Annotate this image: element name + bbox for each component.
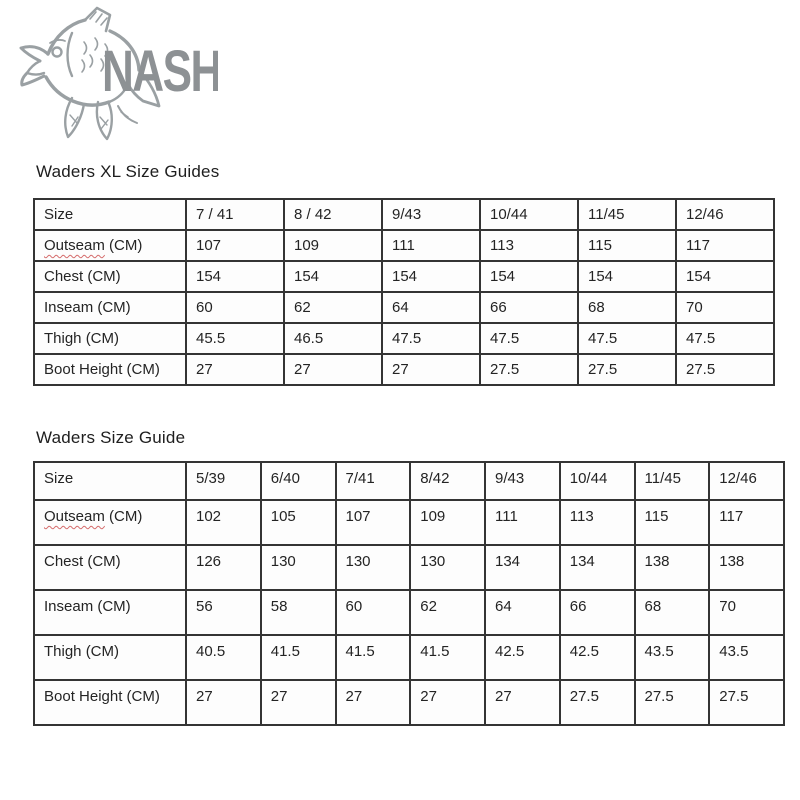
size-column-header: 5/39: [186, 462, 261, 500]
measurement-value-cell: 70: [676, 292, 774, 323]
measurement-value-cell: 27.5: [709, 680, 784, 725]
measurement-row: [34, 545, 784, 590]
measurement-value-cell: 130: [410, 545, 485, 590]
measurement-value-cell: 42.5: [485, 635, 560, 680]
size-column-header: 10/44: [480, 199, 578, 230]
measurement-value-cell: 46.5: [284, 323, 382, 354]
measurement-value-cell: 107: [336, 500, 411, 545]
measurement-value-cell: 47.5: [382, 323, 480, 354]
measurement-value-cell: 138: [635, 545, 710, 590]
size-column-header: 9/43: [382, 199, 480, 230]
measurement-value-cell: 154: [382, 261, 480, 292]
measurement-value-cell: 113: [560, 500, 635, 545]
misspelled-word-underline: Outseam: [44, 508, 105, 525]
measurement-row-label: Outseam (CM): [34, 500, 186, 545]
measurement-row-label: Chest (CM): [34, 261, 186, 292]
measurement-value-cell: 27.5: [560, 680, 635, 725]
measurement-value-cell: 41.5: [261, 635, 336, 680]
misspelled-word-underline: Outseam: [44, 237, 105, 254]
measurement-value-cell: 134: [485, 545, 560, 590]
size-column-header: 9/43: [485, 462, 560, 500]
size-column-header: 11/45: [578, 199, 676, 230]
measurement-value-cell: 47.5: [676, 323, 774, 354]
nash-logo: [6, 2, 218, 154]
measurement-value-cell: 111: [382, 230, 480, 261]
size-column-header: 6/40: [261, 462, 336, 500]
measurement-row: [34, 354, 774, 385]
measurement-value-cell: 58: [261, 590, 336, 635]
measurement-value-cell: 27: [284, 354, 382, 385]
measurement-value-cell: 62: [284, 292, 382, 323]
measurement-value-cell: 64: [382, 292, 480, 323]
measurement-row-label: Boot Height (CM): [34, 354, 186, 385]
measurement-value-cell: 134: [560, 545, 635, 590]
measurement-value-cell: 154: [578, 261, 676, 292]
measurement-value-cell: 27.5: [578, 354, 676, 385]
measurement-value-cell: 62: [410, 590, 485, 635]
measurement-value-cell: 27: [336, 680, 411, 725]
waders-size-table: [33, 461, 785, 726]
measurement-value-cell: 27: [410, 680, 485, 725]
measurement-value-cell: 40.5: [186, 635, 261, 680]
measurement-value-cell: 115: [635, 500, 710, 545]
waders-xl-size-table: [33, 198, 775, 386]
measurement-value-cell: 115: [578, 230, 676, 261]
measurement-row: [34, 590, 784, 635]
waders-size-guide-heading: Waders Size Guide: [36, 428, 186, 447]
size-column-header: 11/45: [635, 462, 710, 500]
measurement-value-cell: 43.5: [635, 635, 710, 680]
size-column-header: 8/42: [410, 462, 485, 500]
measurement-value-cell: 109: [284, 230, 382, 261]
measurement-value-cell: 27.5: [676, 354, 774, 385]
measurement-row: [34, 261, 774, 292]
measurement-value-cell: 154: [676, 261, 774, 292]
measurement-value-cell: 154: [186, 261, 284, 292]
measurement-value-cell: 102: [186, 500, 261, 545]
measurement-row-label: Inseam (CM): [34, 292, 186, 323]
size-header-row: [34, 462, 784, 500]
measurement-value-cell: 27: [382, 354, 480, 385]
measurement-row: [34, 680, 784, 725]
measurement-row-label: Inseam (CM): [34, 590, 186, 635]
measurement-value-cell: 27: [186, 680, 261, 725]
waders-xl-size-guide-heading: Waders XL Size Guides: [36, 162, 220, 181]
measurement-row-label: Chest (CM): [34, 545, 186, 590]
measurement-value-cell: 41.5: [410, 635, 485, 680]
size-column-header: 7 / 41: [186, 199, 284, 230]
measurement-value-cell: 107: [186, 230, 284, 261]
measurement-value-cell: 27: [485, 680, 560, 725]
measurement-row: [34, 323, 774, 354]
measurement-value-cell: 109: [410, 500, 485, 545]
size-column-header: 7/41: [336, 462, 411, 500]
measurement-value-cell: 66: [560, 590, 635, 635]
size-corner-label: Size: [34, 462, 186, 500]
measurement-value-cell: 126: [186, 545, 261, 590]
measurement-value-cell: 154: [480, 261, 578, 292]
size-column-header: 10/44: [560, 462, 635, 500]
measurement-value-cell: 68: [578, 292, 676, 323]
measurement-value-cell: 64: [485, 590, 560, 635]
measurement-value-cell: 70: [709, 590, 784, 635]
measurement-value-cell: 41.5: [336, 635, 411, 680]
measurement-value-cell: 43.5: [709, 635, 784, 680]
measurement-row-label: Boot Height (CM): [34, 680, 186, 725]
size-column-header: 8 / 42: [284, 199, 382, 230]
size-column-header: 12/46: [676, 199, 774, 230]
measurement-value-cell: 56: [186, 590, 261, 635]
measurement-value-cell: 27.5: [480, 354, 578, 385]
measurement-row: [34, 500, 784, 545]
measurement-row-label: Thigh (CM): [34, 635, 186, 680]
measurement-value-cell: 66: [480, 292, 578, 323]
measurement-value-cell: 111: [485, 500, 560, 545]
size-header-row: [34, 199, 774, 230]
measurement-value-cell: 60: [336, 590, 411, 635]
size-column-header: 12/46: [709, 462, 784, 500]
measurement-value-cell: 130: [261, 545, 336, 590]
measurement-row: [34, 635, 784, 680]
measurement-value-cell: 27.5: [635, 680, 710, 725]
measurement-row: [34, 230, 774, 261]
measurement-value-cell: 117: [676, 230, 774, 261]
measurement-value-cell: 42.5: [560, 635, 635, 680]
measurement-value-cell: 117: [709, 500, 784, 545]
measurement-row: [34, 292, 774, 323]
measurement-row-label: Outseam (CM): [34, 230, 186, 261]
measurement-value-cell: 27: [186, 354, 284, 385]
measurement-value-cell: 68: [635, 590, 710, 635]
brand-wordmark: NASH: [102, 38, 218, 104]
measurement-value-cell: 47.5: [480, 323, 578, 354]
measurement-value-cell: 138: [709, 545, 784, 590]
measurement-value-cell: 130: [336, 545, 411, 590]
carp-fish-illustration: [6, 2, 218, 154]
measurement-value-cell: 105: [261, 500, 336, 545]
measurement-value-cell: 45.5: [186, 323, 284, 354]
measurement-value-cell: 154: [284, 261, 382, 292]
measurement-value-cell: 113: [480, 230, 578, 261]
measurement-value-cell: 27: [261, 680, 336, 725]
measurement-row-label: Thigh (CM): [34, 323, 186, 354]
size-corner-label: Size: [34, 199, 186, 230]
measurement-value-cell: 60: [186, 292, 284, 323]
measurement-value-cell: 47.5: [578, 323, 676, 354]
